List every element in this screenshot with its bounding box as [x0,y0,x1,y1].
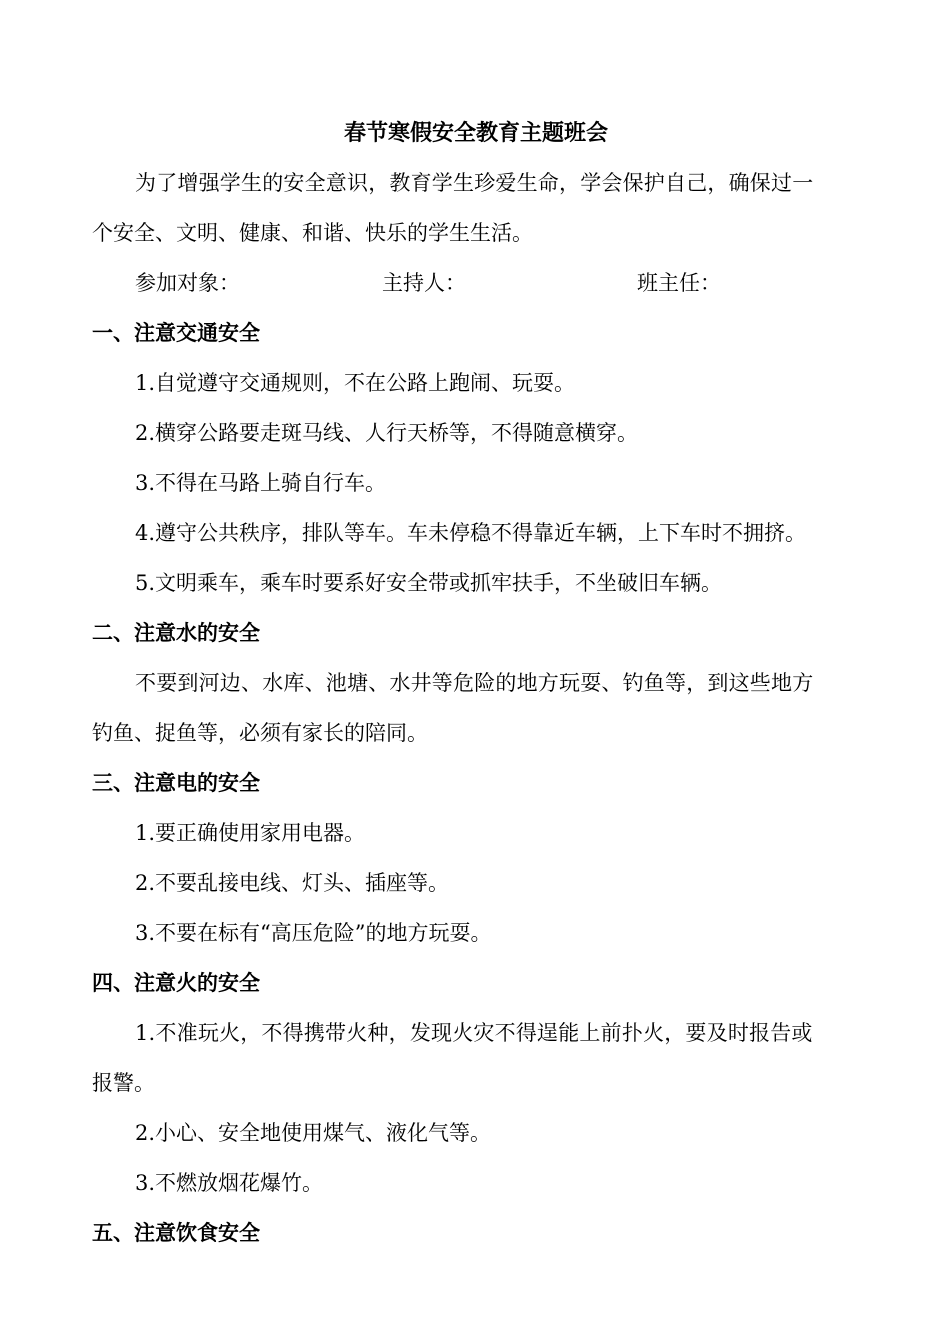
list-item: 3.不燃放烟花爆竹。 [135,1171,324,1195]
list-item: 2.横穿公路要走斑马线、人行天桥等，不得随意横穿。 [135,421,639,445]
participants-teacher-label: 班主任： [637,271,721,295]
participants-target-label: 参加对象： [135,271,240,295]
list-item: 2.小心、安全地使用煤气、液化气等。 [135,1121,492,1145]
document-title: 春节寒假安全教育主题班会 [343,120,608,146]
participants-host-label: 主持人： [382,271,466,295]
section-heading-electricity: 三、注意电的安全 [92,770,260,795]
section-heading-food: 五、注意饮食安全 [92,1220,260,1245]
water-paragraph-line-1: 不要到河边、水库、池塘、水井等危险的地方玩耍、钓鱼等，到这些地方 [135,671,814,695]
list-item: 1.要正确使用家用电器。 [135,821,366,845]
intro-line-2: 个安全、文明、健康、和谐、快乐的学生生活。 [92,221,533,245]
list-item: 3.不得在马路上骑自行车。 [135,471,387,495]
list-item: 3.不要在标有“高压危险”的地方玩耍。 [135,921,492,945]
list-item: 4.遵守公共秩序，排队等车。车未停稳不得靠近车辆，上下车时不拥挤。 [135,521,807,545]
water-paragraph-line-2: 钓鱼、捉鱼等，必须有家长的陪同。 [92,721,428,745]
section-heading-fire: 四、注意火的安全 [92,970,260,995]
section-heading-traffic: 一、注意交通安全 [92,320,260,345]
intro-line-1: 为了增强学生的安全意识，教育学生珍爱生命，学会保护自己，确保过一 [135,171,814,195]
list-item: 5.文明乘车，乘车时要系好安全带或抓牢扶手，不坐破旧车辆。 [135,571,723,595]
section-heading-water: 二、注意水的安全 [92,620,260,645]
participants-row [92,258,860,308]
fire-item-1-line-2: 报警。 [92,1071,155,1095]
list-item: 2.不要乱接电线、灯头、插座等。 [135,871,450,895]
document-content [92,108,860,1258]
fire-item-1-line-1: 1.不准玩火，不得携带火种，发现火灾不得逞能上前扑火，要及时报告或 [135,1021,813,1045]
list-item: 1.自觉遵守交通规则，不在公路上跑闹、玩耍。 [135,371,576,395]
